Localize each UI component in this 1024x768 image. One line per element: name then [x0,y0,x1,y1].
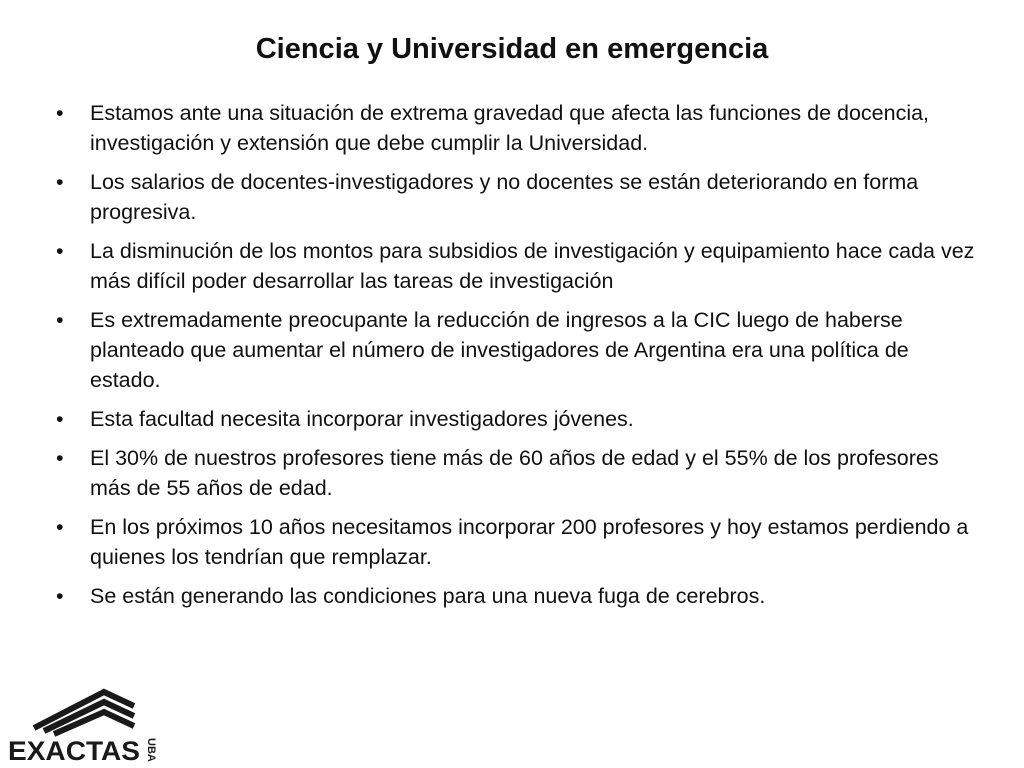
bullet-item [56,581,976,611]
logo-roof-icon [34,692,134,734]
logo-suffix: UBA [145,738,157,762]
bullet-text: En los próximos 10 años necesitamos incorporar 200 profesores y hoy estamos perdiendo a quienes los tendrían que remplazar. [90,515,969,569]
logo-wordmark: EXACTAS [8,736,140,764]
bullet-text: Esta facultad necesita incorporar investigadores jóvenes. [90,407,634,431]
bullet-marker: • [56,515,64,539]
bullet-marker: • [56,239,64,263]
bullet-item [56,98,976,158]
bullet-marker: • [56,170,64,194]
bullet-item [56,167,976,227]
bullet-item [56,404,976,434]
bullet-item [56,305,976,395]
slide-title: Ciencia y Universidad en emergencia [255,33,769,65]
bullet-marker: • [56,446,64,470]
bullet-item [56,512,976,572]
bullet-text: Estamos ante una situación de extrema gravedad que afecta las funciones de docencia, investigación y extensión que debe cumplir la Universidad. [90,101,930,155]
bullet-text: Se están generando las condiciones para una nueva fuga de cerebros. [90,584,766,608]
bullet-text: Los salarios de docentes-investigadores y no docentes se están deteriorando en forma progresiva. [90,170,919,224]
bullet-text: La disminución de los montos para subsidios de investigación y equipamiento hace cada vez más difícil poder desarrollar las tareas de investigación [90,239,975,293]
bullet-item [56,443,976,503]
exactas-logo [6,676,166,764]
bullet-text: El 30% de nuestros profesores tiene más de 60 años de edad y el 55% de los profesores más de 55 años de edad. [90,446,939,500]
bullet-list [56,98,976,620]
bullet-marker: • [56,101,64,125]
bullet-item [56,236,976,296]
bullet-marker: • [56,308,64,332]
bullet-marker: • [56,584,64,608]
bullet-marker: • [56,407,64,431]
bullet-text: Es extremadamente preocupante la reducción de ingresos a la CIC luego de haberse planteado que aumentar el número de investigadores de Argentina era una política de estado. [90,308,909,392]
